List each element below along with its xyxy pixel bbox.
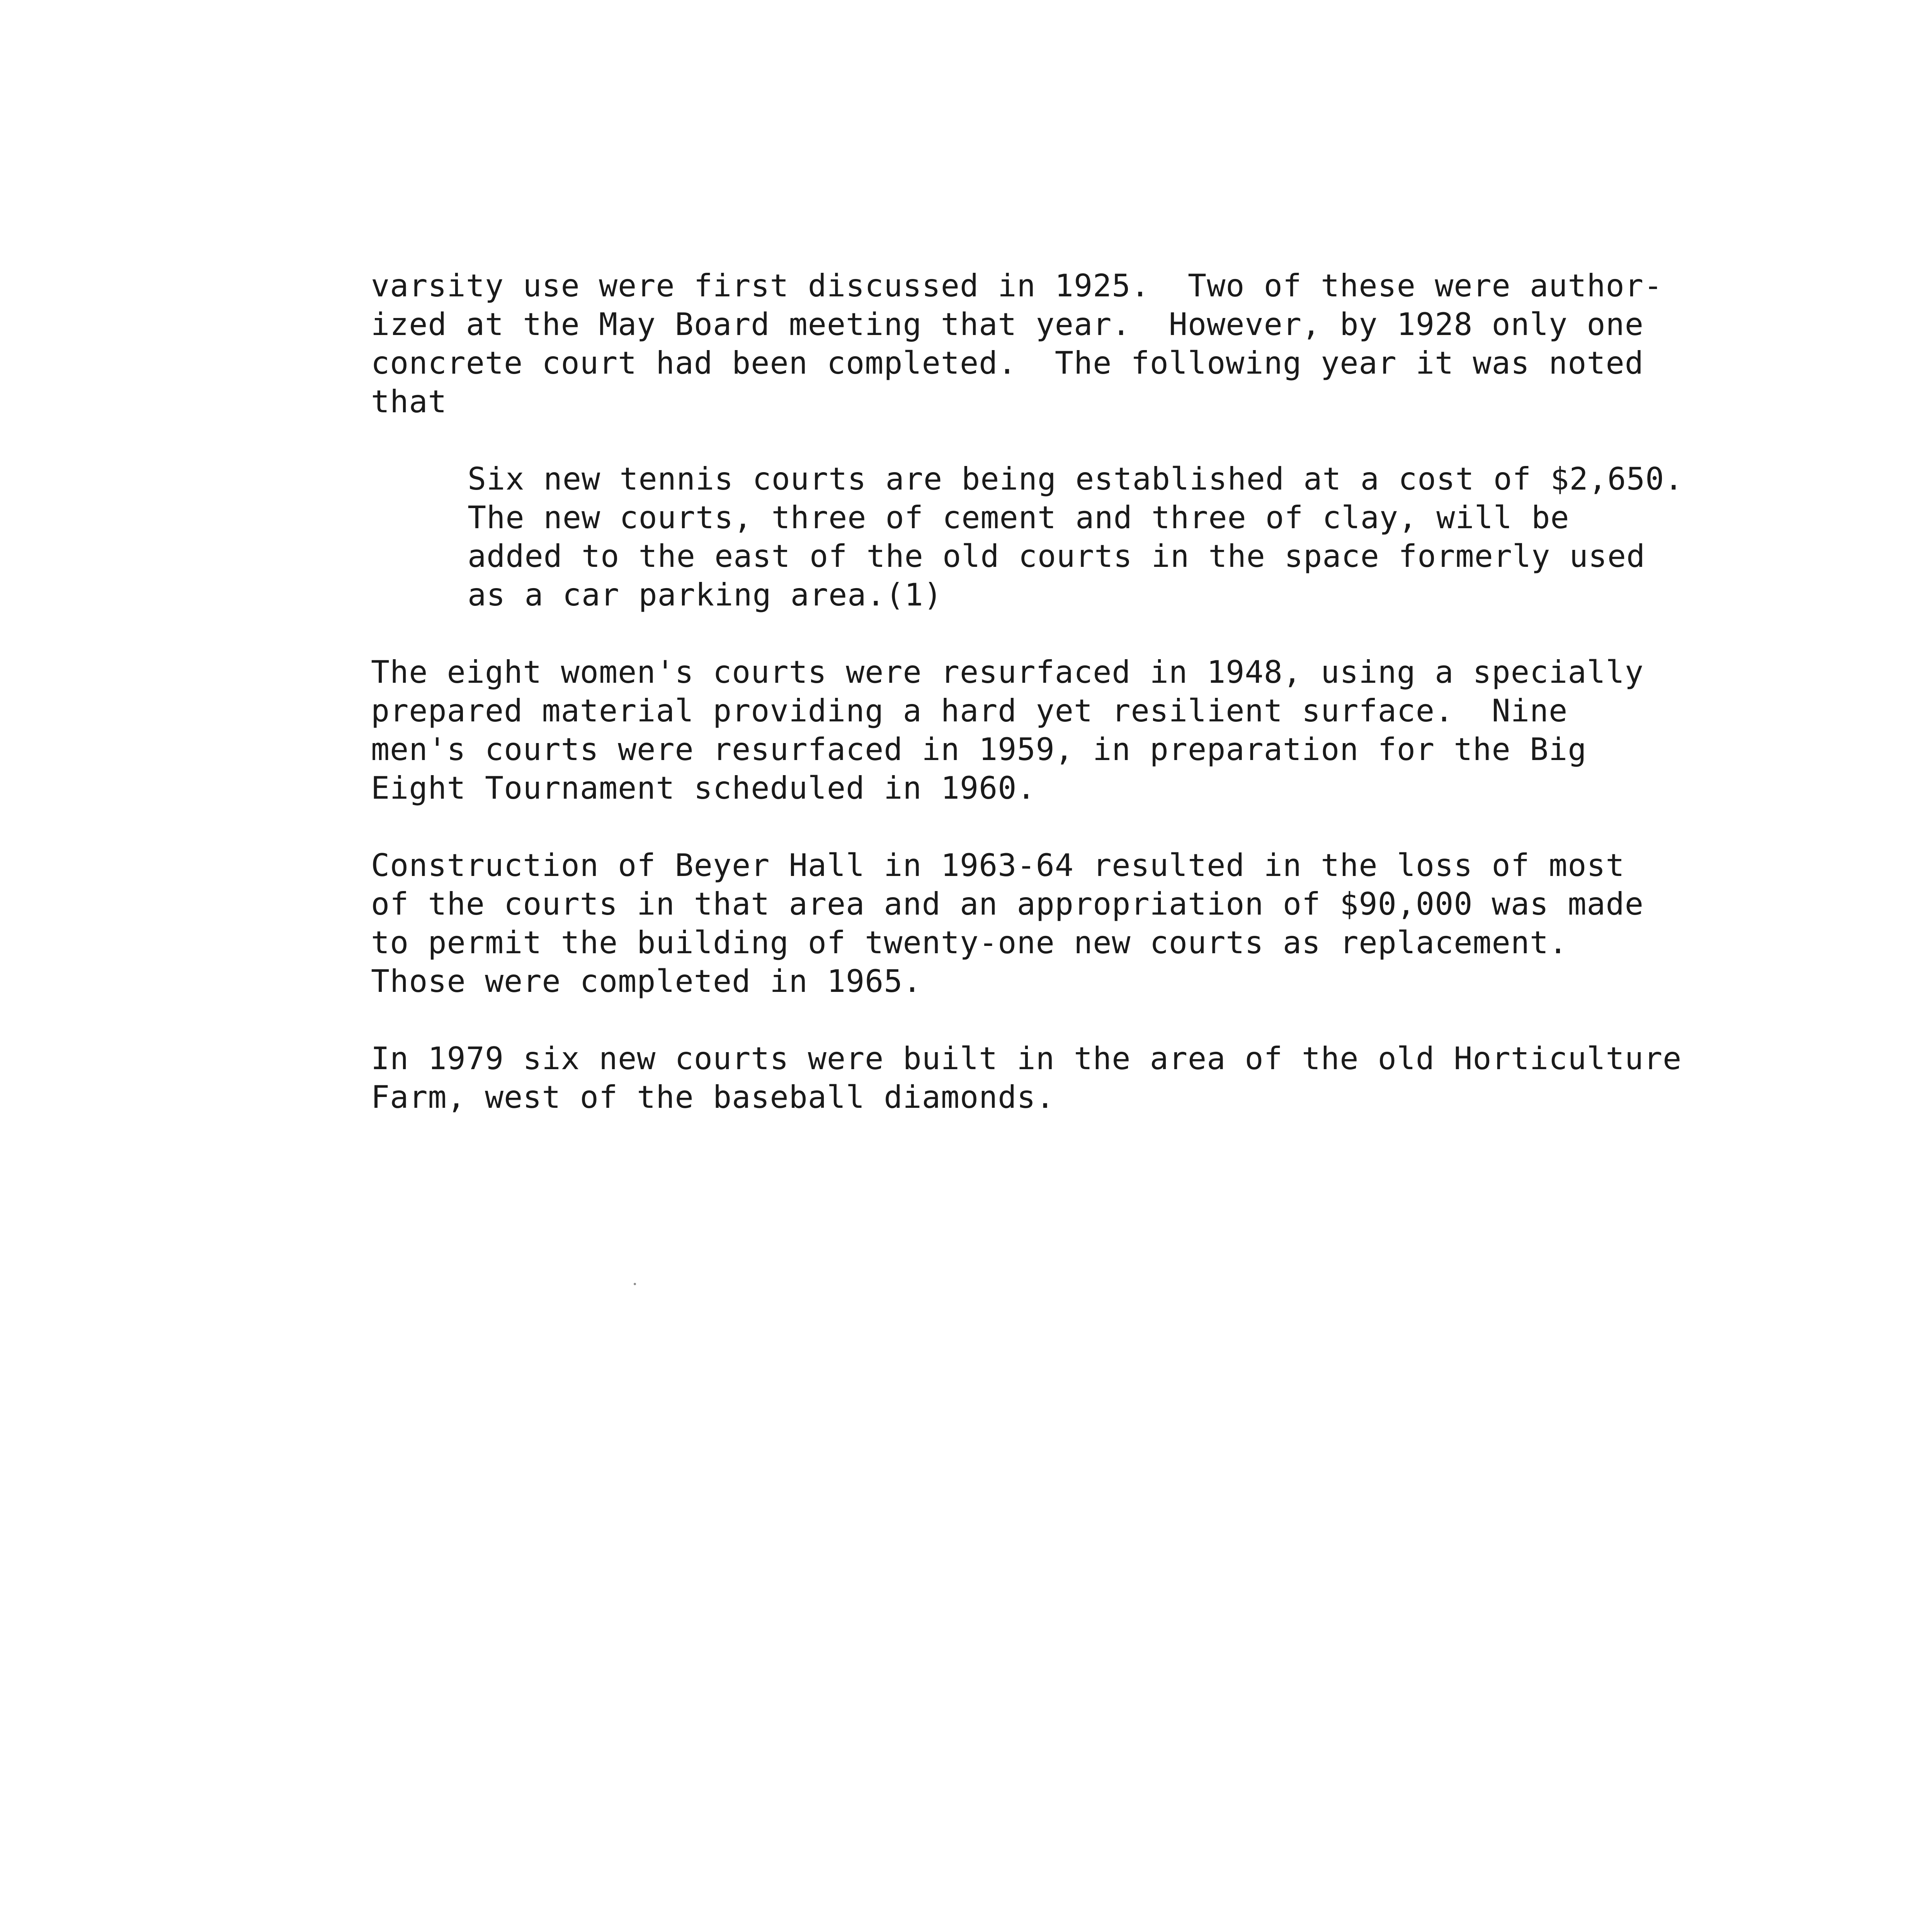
quote-line: The new courts, three of cement and three of clay, will be bbox=[468, 500, 1570, 536]
body-line: The eight women's courts were resurfaced in 1948, using a specially bbox=[371, 654, 1644, 690]
body-line: ized at the May Board meeting that year. However, by 1928 only one bbox=[371, 306, 1644, 342]
body-line: varsity use were first discussed in 1925. Two of these were author- bbox=[371, 268, 1663, 304]
body-line: Construction of Beyer Hall in 1963-64 resulted in the loss of most bbox=[371, 847, 1625, 883]
body-line: of the courts in that area and an appropriation of $90,000 was made bbox=[371, 886, 1644, 922]
body-line: that bbox=[371, 384, 447, 420]
quote-line: Six new tennis courts are being established at a cost of $2,650. bbox=[468, 461, 1684, 497]
body-line: to permit the building of twenty-one new courts as replacement. bbox=[371, 925, 1568, 961]
body-line: concrete court had been completed. The following year it was noted bbox=[371, 345, 1644, 381]
quote-line: added to the east of the old courts in the space formerly used bbox=[468, 538, 1646, 574]
body-line: Eight Tournament scheduled in 1960. bbox=[371, 770, 1036, 806]
body-line: Farm, west of the baseball diamonds. bbox=[371, 1079, 1055, 1115]
body-line: prepared material providing a hard yet resilient surface. Nine bbox=[371, 693, 1568, 729]
quote-line: as a car parking area.(1) bbox=[468, 577, 943, 613]
body-line: In 1979 six new courts were built in the area of the old Horticulture bbox=[371, 1041, 1682, 1077]
body-line: men's courts were resurfaced in 1959, in preparation for the Big bbox=[371, 731, 1587, 767]
scan-speck bbox=[634, 1283, 636, 1285]
body-line: Those were completed in 1965. bbox=[371, 963, 922, 999]
